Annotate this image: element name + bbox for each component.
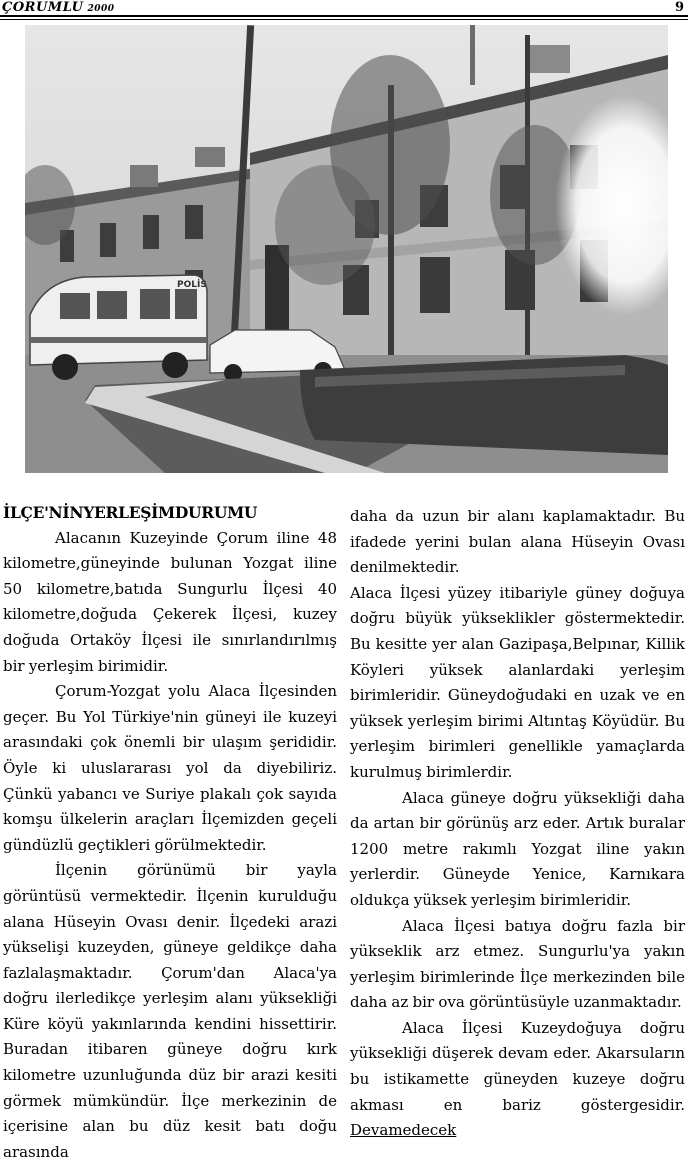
paragraph-8-text: Alaca İlçesi Kuzeydoğuya doğru yüksekliği düşerek devam eder. Akarsuların bu istikamette güneyden kuzeye doğru akması en bariz göstergesidir. (350, 1018, 685, 1114)
magazine-name: ÇORUMLU (2, 0, 84, 15)
paragraph-4: daha da uzun bir alanı kaplamaktadır. Bu ifadede yerini bulan alana Hüseyin Ovası denilmektedir. (350, 507, 685, 577)
continued-link: Devamedecek (350, 1121, 457, 1140)
article-column-left (3, 500, 337, 1165)
paragraph-3: İlçenin görünümü bir yayla görüntüsü vermektedir. İlçenin kurulduğu alana Hüseyin Ovası denir. İlçedeki arazi yükselişi kuzeyden, güneye geldikçe daha fazlalaşmaktadır. Çorum'dan Alaca'ya doğru ilerledikçe yerleşim alanı yüksekliği Küre köyü yakınlarında kendini hissettirir. Buradan itibaren güneye doğru kırk kilometre uzunluğunda düz bir arazi kesiti görmek mümkündür. İlçe merkezinin de içerisine alan bu düz kesit batı doğu arasında (3, 861, 337, 1161)
paragraph-7: Alaca İlçesi batıya doğru fazla bir yükseklik arz etmez. Sungurlu'ya yakın yerleşim birimlerinde İlçe merkezinden bile daha az bir ova görüntüsüyle uzanmaktadır. (350, 916, 685, 1012)
magazine-year: 2000 (87, 4, 115, 14)
article-column-right (350, 504, 685, 1144)
article-heading: İLÇE'NİNYERLEŞİMDURUMU (3, 503, 258, 522)
header-rule-thin (0, 19, 688, 20)
paragraph-8 (350, 1016, 685, 1144)
page-number: 9 (674, 0, 684, 15)
van-police-label: POLİS (177, 280, 207, 290)
paragraph-1: Alacanın Kuzeyinde Çorum iline 48 kilometre,güneyinde bulunan Yozgat iline 50 kilometre,batıda Sungurlu İlçesi 40 kilometre,doğuda Çekerek İlçesi, kuzey doğuda Ortaköy İlçesi ile sınırlandırılmış bir yerleşim birimidir. (3, 528, 337, 675)
paragraph-6: Alaca güneye doğru yüksekliği daha da artan bir görünüş arz eder. Artık buralar 1200 metre rakımlı Yozgat iline yakın yerlerdir. Güneyde Yenice, Karnıkara oldukça yüksek yerleşim birimleridir. (350, 788, 685, 909)
header-rule-thick (0, 15, 688, 17)
paragraph-5: Alaca İlçesi yüzey itibariyle güney doğuya doğru büyük yükseklikler göstermektedir. Bu kesitte yer alan Gazipaşa,Belpınar, Killik Köyleri yüksek alanlardaki yerleşim birimleridir. Güneydoğudaki en uzak ve en yüksek yerleşim birimi Altıntaş Köyüdür. Bu yerleşim birimleri genellikle yamaçlarda kurulmuş birimlerdir. (350, 583, 685, 781)
building-photo (25, 25, 668, 473)
magazine-title (2, 0, 115, 15)
paragraph-2: Çorum-Yozgat yolu Alaca İlçesinden geçer. Bu Yol Türkiye'nin güneyi ile kuzeyi arasındaki çok önemli bir ulaşım şerididir. Öyle ki uluslararası yol da diyebiliriz. Çünkü yabancı ve Suriye plakalı çok sayıda komşu ülkelerin araçları İlçemizden geçeli gündüzlü geçtikleri görülmektedir. (3, 682, 337, 854)
